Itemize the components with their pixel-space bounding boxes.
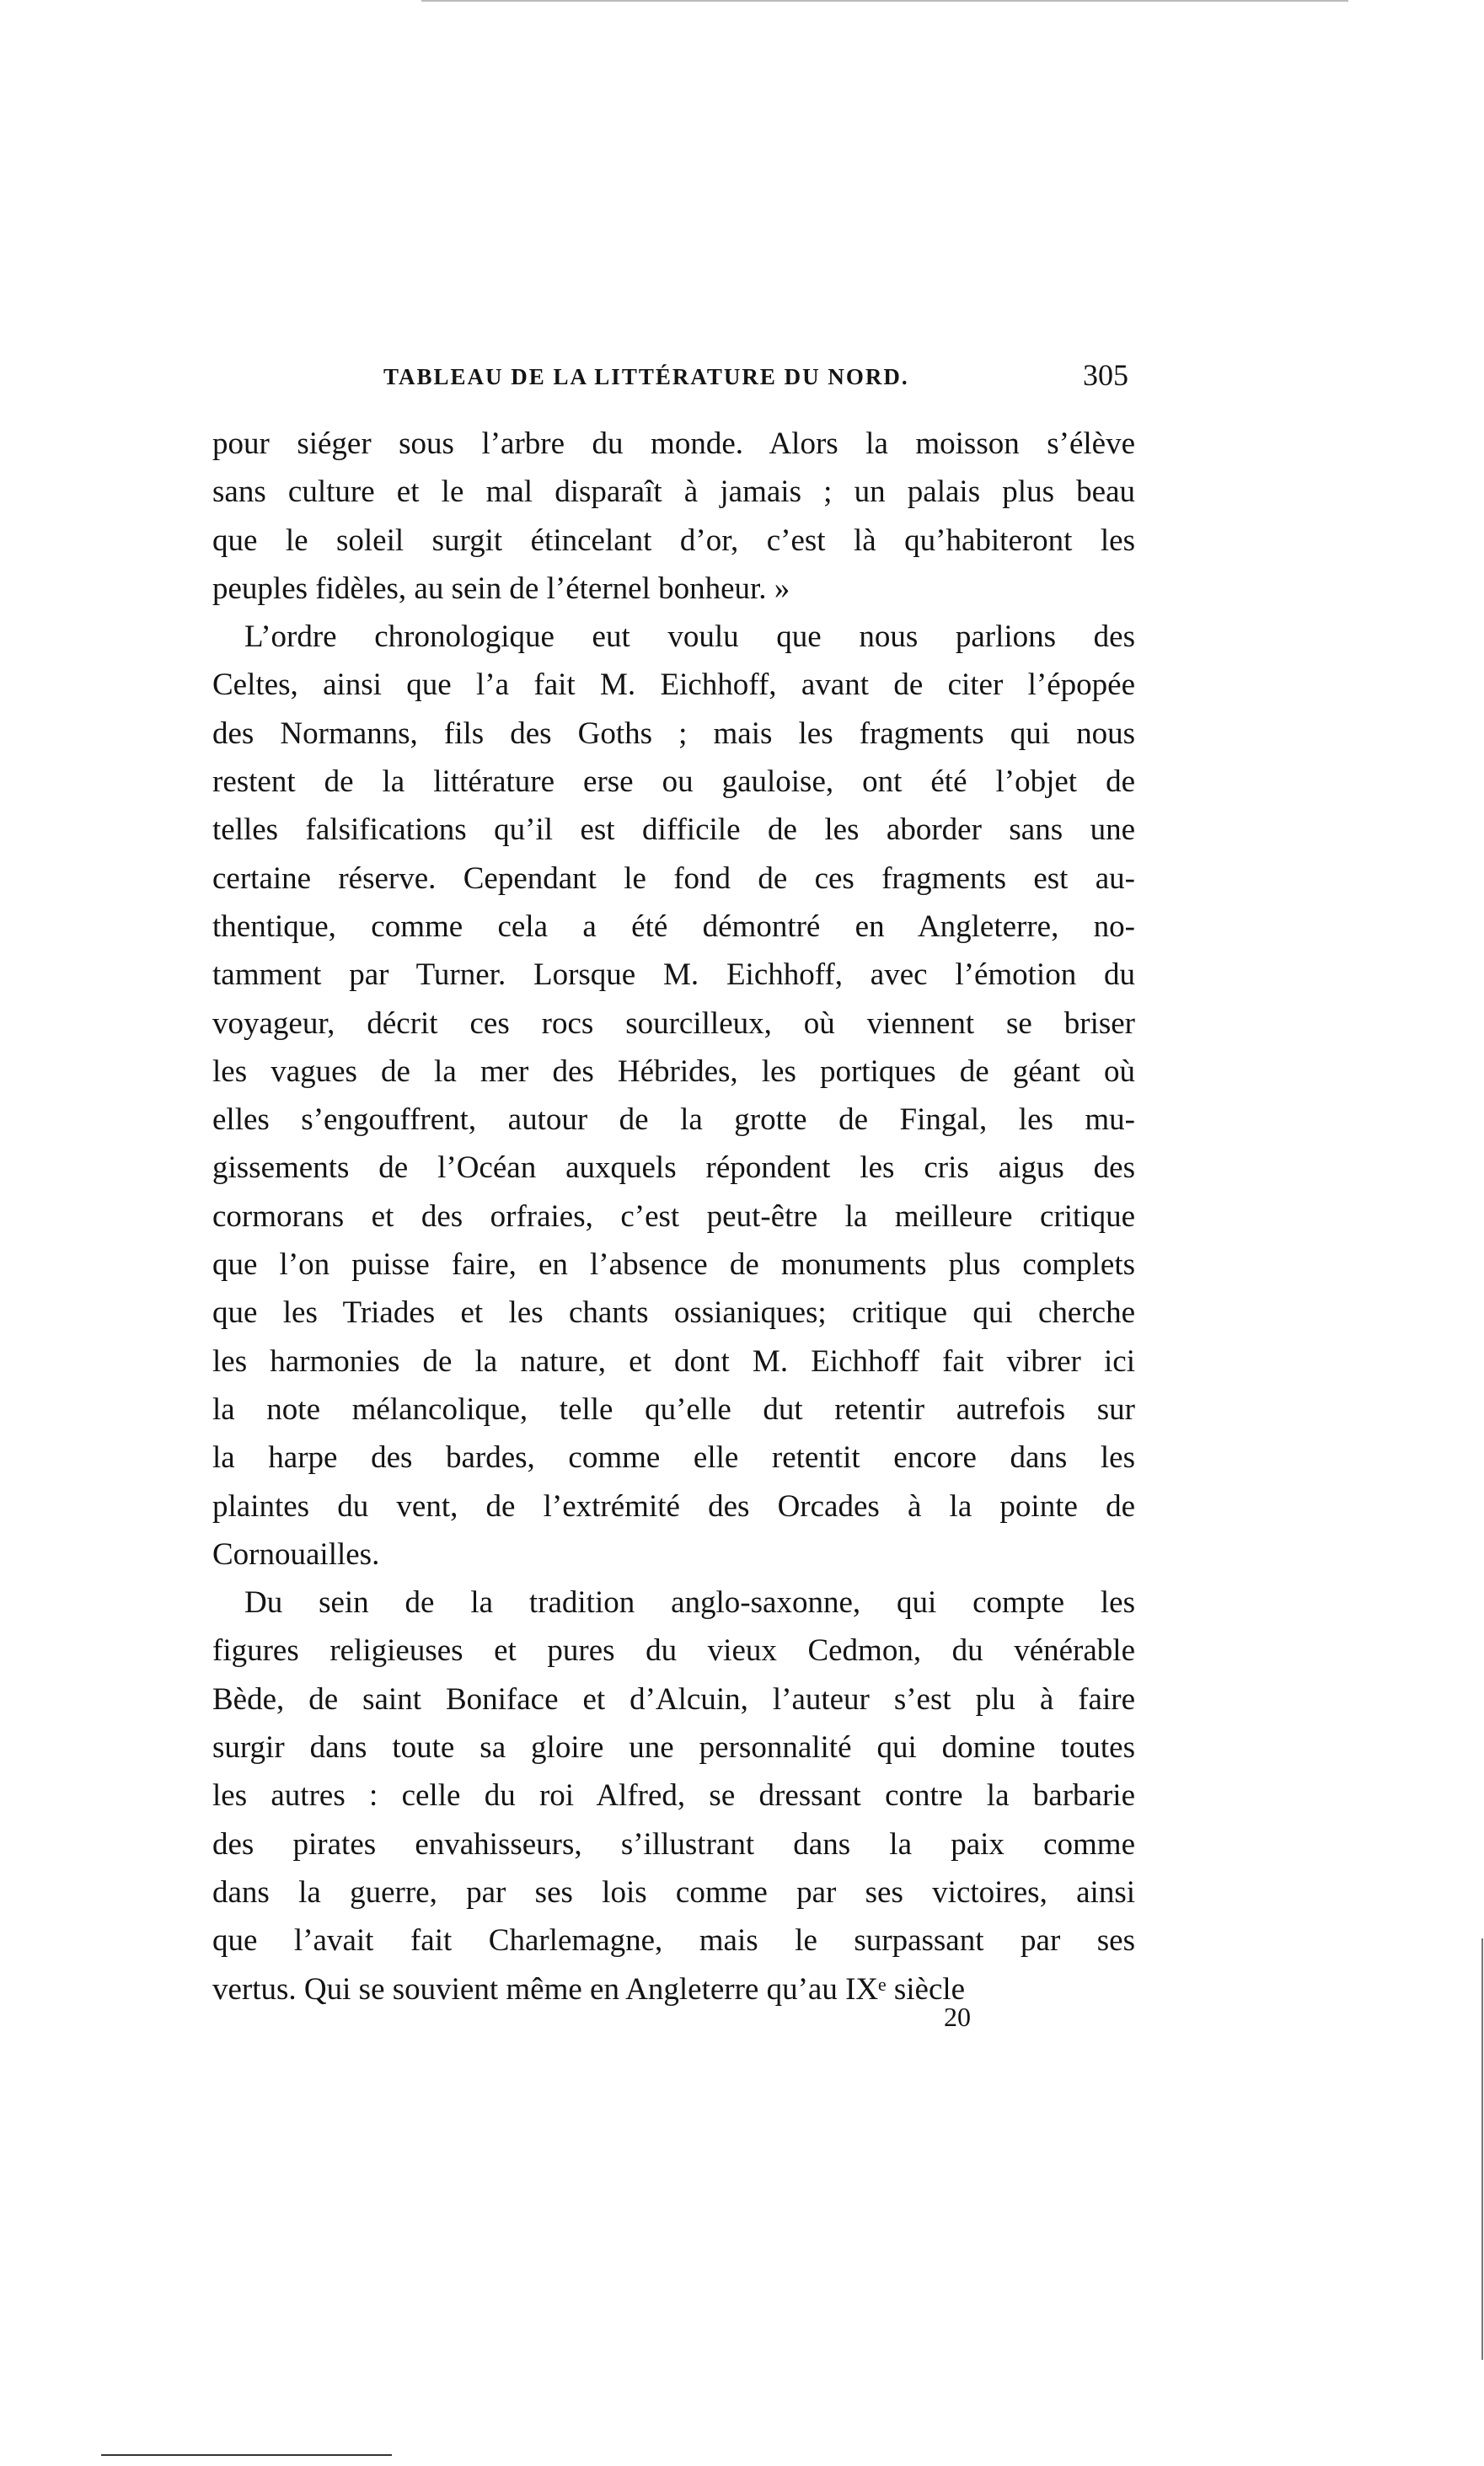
running-head-title: TABLEAU DE LA LITTÉRATURE DU NORD.: [383, 364, 909, 389]
text-line: des Normanns, fils des Goths ; mais les fragments qui nous: [212, 716, 1135, 751]
text-line: Cornouailles.: [212, 1536, 380, 1572]
text-line: les vagues de la mer des Hébrides, les portiques de géant où: [212, 1053, 1135, 1089]
text-line: figures religieuses et pures du vieux Cedmon, du vénérable: [212, 1633, 1135, 1669]
text-line: thentique, comme cela a été démontré en Angleterre, no-: [212, 909, 1135, 944]
text-line: restent de la littérature erse ou gauloise, ont été l’objet de: [212, 764, 1135, 800]
text-line: les autres : celle du roi Alfred, se dressant contre la barbarie: [212, 1778, 1135, 1814]
text-line: que l’on puisse faire, en l’absence de monuments plus complets: [212, 1247, 1135, 1283]
text-line: vertus. Qui se souvient même en Angleterre qu’au IXᵉ siècle: [212, 1971, 966, 2007]
text-line: L’ordre chronologique eut voulu que nous parlions des: [244, 619, 1135, 655]
scan-edge-line: [101, 2454, 392, 2456]
text-line: tamment par Turner. Lorsque M. Eichhoff, avec l’émotion du: [212, 957, 1135, 993]
text-line: Bède, de saint Boniface et d’Alcuin, l’auteur s’est plu à faire: [212, 1681, 1135, 1717]
body-text: [212, 420, 1135, 2013]
text-line: surgir dans toute sa gloire une personnalité qui domine toutes: [212, 1730, 1135, 1766]
scan-edge-line: [1481, 1938, 1483, 2360]
text-line: que les Triades et les chants ossianiques; critique qui cherche: [212, 1295, 1135, 1331]
text-line: des pirates envahisseurs, s’illustrant dans la paix comme: [212, 1826, 1135, 1862]
text-line: les harmonies de la nature, et dont M. Eichhoff fait vibrer ici: [212, 1343, 1135, 1379]
text-line: dans la guerre, par ses lois comme par ses victoires, ainsi: [212, 1874, 1135, 1910]
text-line: telles falsifications qu’il est difficile de les aborder sans une: [212, 812, 1135, 848]
text-line: Du sein de la tradition anglo-saxonne, qui compte les: [244, 1585, 1135, 1621]
text-line: pour siéger sous l’arbre du monde. Alors la moisson s’élève: [212, 426, 1135, 461]
text-line: gissements de l’Océan auxquels répondent les cris aigus des: [212, 1150, 1135, 1186]
signature-mark: 20: [944, 2002, 971, 2032]
text-line: elles s’engouffrent, autour de la grotte de Fingal, les mu-: [212, 1102, 1135, 1138]
text-line: plaintes du vent, de l’extrémité des Orcades à la pointe de: [212, 1488, 1135, 1524]
text-line: que le soleil surgit étincelant d’or, c’est là qu’habiteront les: [212, 523, 1135, 558]
text-line: voyageur, décrit ces rocs sourcilleux, où viennent se briser: [212, 1005, 1135, 1041]
text-line: certaine réserve. Cependant le fond de ces fragments est au-: [212, 860, 1135, 896]
text-line: sans culture et le mal disparaît à jamais ; un palais plus beau: [212, 474, 1135, 510]
text-line: Celtes, ainsi que l’a fait M. Eichhoff, avant de citer l’épopée: [212, 667, 1135, 703]
text-line: cormorans et des orfraies, c’est peut-être la meilleure critique: [212, 1198, 1135, 1234]
scan-edge-line: [421, 0, 1348, 2]
text-line: la note mélancolique, telle qu’elle dut retentir autrefois sur: [212, 1391, 1135, 1427]
page-number: 305: [1083, 358, 1128, 392]
text-line: que l’avait fait Charlemagne, mais le surpassant par ses: [212, 1923, 1135, 1959]
text-line: la harpe des bardes, comme elle retentit encore dans les: [212, 1440, 1135, 1476]
text-line: peuples fidèles, au sein de l’éternel bonheur. »: [212, 571, 790, 606]
